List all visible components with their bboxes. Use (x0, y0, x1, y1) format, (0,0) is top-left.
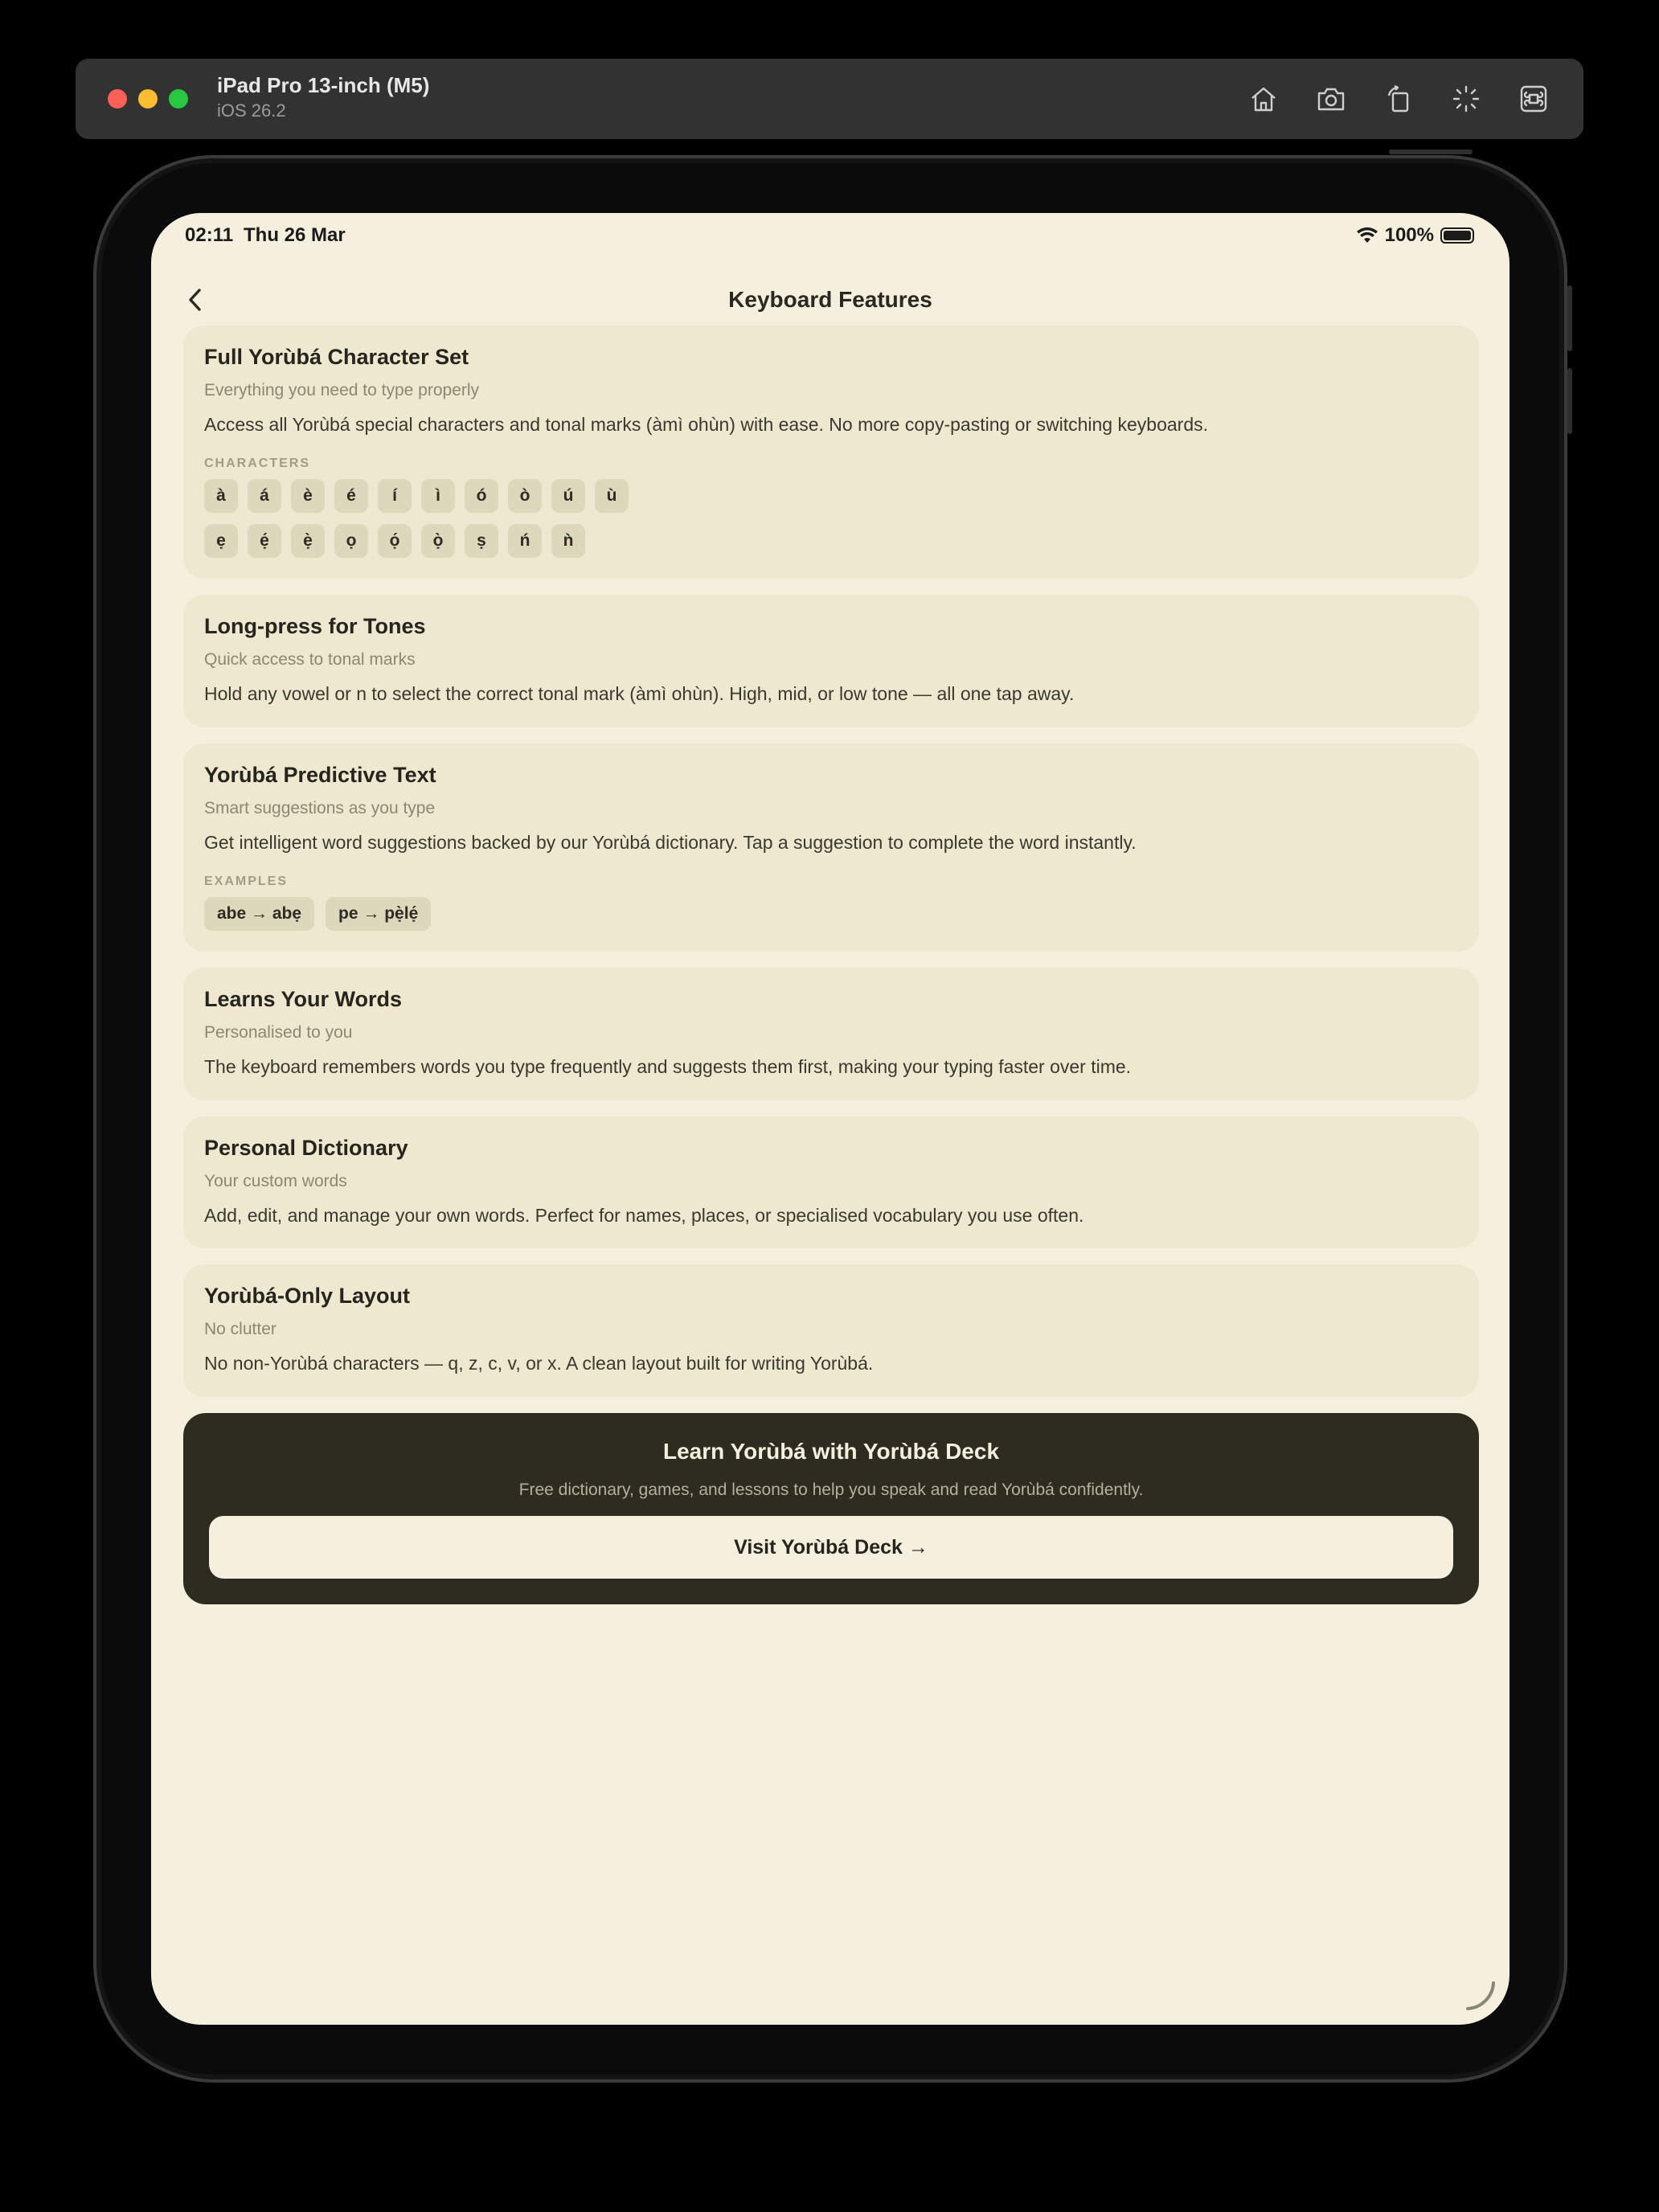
battery-icon (1440, 227, 1474, 244)
resize-corner-icon (1461, 1976, 1500, 2015)
characters-label: CHARACTERS (204, 456, 310, 470)
feature-subtitle: Personalised to you (204, 1022, 353, 1042)
feature-card-personal-dictionary (183, 1116, 1479, 1249)
character-chip[interactable]: ǹ (551, 524, 585, 558)
character-chip[interactable]: ó (465, 479, 498, 513)
feature-card-predictive-text (183, 743, 1479, 952)
wifi-icon (1356, 227, 1378, 244)
character-chip[interactable]: ú (551, 479, 585, 513)
status-date: Thu 26 Mar (244, 224, 346, 246)
feature-description: Hold any vowel or n to select the correct tonal mark (àmì ohùn). High, mid, or low tone — all one tap away. (204, 682, 1075, 704)
feature-subtitle: Your custom words (204, 1171, 347, 1190)
feature-card-learns-words (183, 968, 1479, 1100)
feature-subtitle: Quick access to tonal marks (204, 649, 416, 669)
promo-title: Learn Yorùbá with Yorùbá Deck (662, 1439, 1000, 1464)
yoruba-deck-promo (183, 1413, 1479, 1604)
minimize-window-button[interactable] (138, 89, 158, 109)
status-bar (151, 213, 1509, 261)
character-chip[interactable]: í (378, 479, 412, 513)
feature-description: Get intelligent word suggestions backed by our Yorùbá dictionary. Tap a suggestion to complete the word instantly. (204, 831, 1137, 853)
feature-title: Yorùbá Predictive Text (204, 762, 436, 787)
simulator-toolbar (76, 59, 1583, 139)
character-chip[interactable]: ẹ́ (248, 524, 281, 558)
os-version: iOS 26.2 (217, 100, 286, 121)
feature-title: Personal Dictionary (204, 1135, 408, 1160)
feature-list (183, 326, 1479, 1604)
feature-description: Add, edit, and manage your own words. Perfect for names, places, or specialised vocabulary you use often. (204, 1204, 1084, 1226)
example-chip[interactable]: abe → abẹ (204, 897, 314, 931)
character-chip[interactable]: ṣ (465, 524, 498, 558)
device-name: iPad Pro 13-inch (M5) (217, 73, 430, 97)
examples-label: EXAMPLES (204, 874, 289, 888)
examples-row (204, 897, 1458, 931)
character-chip[interactable]: ọ́ (378, 524, 412, 558)
character-chip[interactable]: ẹ (204, 524, 238, 558)
character-chip[interactable]: ì (421, 479, 455, 513)
character-row-1 (204, 479, 1458, 513)
character-chip[interactable]: é (334, 479, 368, 513)
feature-subtitle: Everything you need to type properly (204, 381, 480, 399)
feature-subtitle: Smart suggestions as you type (204, 798, 436, 817)
character-chip[interactable]: ọ̀ (421, 524, 455, 558)
character-chip[interactable]: ù (595, 479, 629, 513)
character-chip[interactable]: ò (508, 479, 542, 513)
feature-title: Yorùbá-Only Layout (204, 1284, 411, 1309)
page-title: Keyboard Features (728, 287, 932, 312)
character-chip[interactable]: á (248, 479, 281, 513)
promo-subtitle: Free dictionary, games, and lessons to help you speak and read Yorùbá confidently. (518, 1481, 1144, 1500)
navigation-bar (151, 271, 1509, 327)
character-chip[interactable]: è (291, 479, 325, 513)
battery-percentage: 100% (1384, 224, 1434, 246)
character-chip[interactable]: ẹ̀ (291, 524, 325, 558)
character-chip[interactable]: ọ (334, 524, 368, 558)
visit-yoruba-deck-button[interactable]: Visit Yorùbá Deck → (209, 1516, 1453, 1579)
character-chip[interactable]: ń (508, 524, 542, 558)
rotate-icon[interactable] (1381, 81, 1416, 117)
home-icon[interactable] (1246, 81, 1281, 117)
feature-title: Full Yorùbá Character Set (204, 345, 469, 369)
feature-card-long-press (183, 595, 1479, 727)
feature-description: The keyboard remembers words you type frequently and suggests them first, making your typing faster over time. (204, 1055, 1132, 1077)
feature-title: Long-press for Tones (204, 613, 426, 638)
device-screen (151, 213, 1509, 2025)
feature-title: Learns Your Words (204, 986, 403, 1011)
feature-subtitle: No clutter (204, 1320, 276, 1339)
feature-card-yoruba-layout (183, 1264, 1479, 1397)
status-time: 02:11 (185, 224, 234, 246)
volume-up-button (1567, 285, 1572, 351)
feature-card-character-set (183, 326, 1479, 579)
command-icon[interactable] (1516, 81, 1551, 117)
feature-description: Access all Yorùbá special characters and tonal marks (àmì ohùn) with ease. No more copy-pasting or switching keyboards. (204, 414, 1208, 435)
feature-description: No non-Yorùbá characters — q, z, c, v, or x. A clean layout built for writing Yorùbá. (204, 1353, 874, 1374)
screenshot-icon[interactable] (1313, 81, 1349, 117)
close-window-button[interactable] (108, 89, 127, 109)
top-button (1389, 150, 1473, 154)
zoom-window-button[interactable] (169, 89, 188, 109)
shake-icon[interactable] (1448, 81, 1484, 117)
example-chip[interactable]: pe → pẹ̀lẹ́ (326, 897, 431, 931)
character-chip[interactable]: à (204, 479, 238, 513)
volume-down-button (1567, 368, 1572, 434)
character-row-2 (204, 524, 1458, 558)
